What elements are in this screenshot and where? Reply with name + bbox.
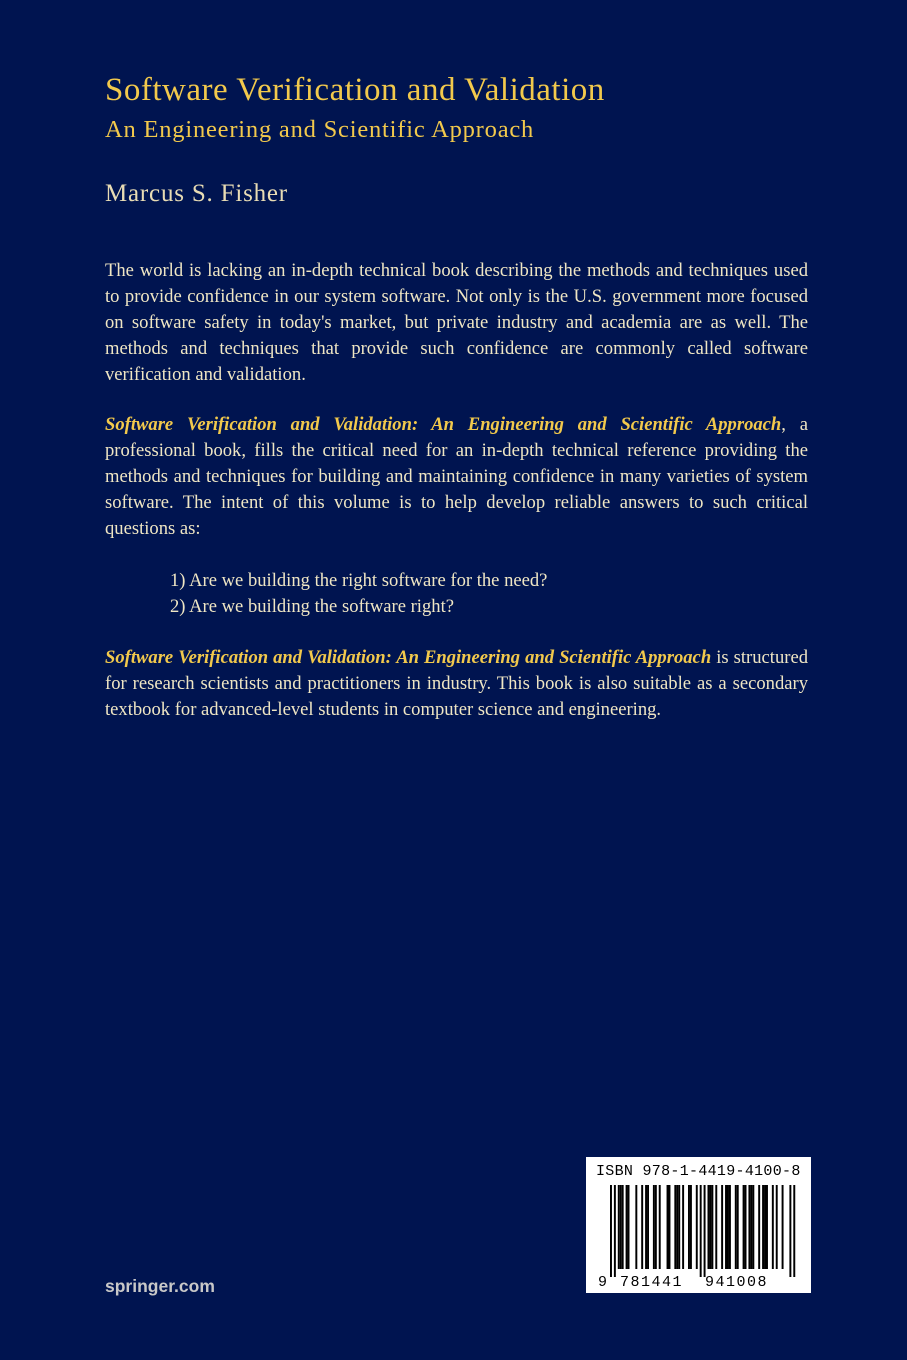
barcode-bar bbox=[704, 1185, 706, 1277]
barcode-bar bbox=[628, 1185, 630, 1269]
publisher-url: springer.com bbox=[105, 1276, 215, 1296]
isbn-barcode bbox=[586, 1157, 811, 1293]
barcode-bar bbox=[748, 1185, 750, 1269]
barcode-bar bbox=[721, 1185, 723, 1269]
barcode-bar bbox=[620, 1185, 622, 1269]
barcode-bar bbox=[614, 1185, 616, 1277]
barcode-bar bbox=[667, 1185, 669, 1269]
barcode-digits-right: 941008 bbox=[705, 1274, 769, 1291]
barcode-bar bbox=[696, 1185, 698, 1269]
barcode-bar bbox=[669, 1185, 671, 1269]
blurb-paragraph-2 bbox=[105, 412, 808, 542]
barcode-bar bbox=[674, 1185, 676, 1269]
barcode-digits-left: 781441 bbox=[620, 1274, 684, 1291]
barcode-bar bbox=[766, 1185, 768, 1269]
blurb-paragraph-3-text: is structured for research scientists and practitioners in industry. This book is also suitable as a secondary textbook for advanced-level students in computer science and engineering. bbox=[105, 647, 808, 720]
barcode-bar bbox=[709, 1185, 711, 1269]
barcode-bar bbox=[647, 1185, 649, 1269]
barcode-bar bbox=[622, 1185, 624, 1269]
barcode-bar bbox=[715, 1185, 717, 1269]
barcode-bar bbox=[688, 1185, 690, 1269]
blurb-paragraph-2-text: , a professional book, fills the critical need for an in-depth technical reference providing the methods and techniques for building and maintaining confidence in many varieties of system software. The intent of this volume is to help develop reliable answers to such critical questions as: bbox=[105, 414, 808, 539]
barcode-bar bbox=[676, 1185, 678, 1269]
blurb-paragraph-3 bbox=[105, 645, 808, 723]
barcode-bar bbox=[682, 1185, 684, 1269]
barcode-bar bbox=[772, 1185, 774, 1269]
barcode-bar bbox=[752, 1185, 754, 1269]
blurb-paragraph-1: The world is lacking an in-depth technical book describing the methods and techniques used to provide confidence in our system software. Not only is the U.S. government more focused on software safety in today's market, but private industry and academia are as well. The methods and techniques that provide such confidence are commonly called software verification and validation. bbox=[105, 260, 808, 385]
barcode-bar bbox=[737, 1185, 739, 1269]
barcode-bar bbox=[655, 1185, 657, 1269]
barcode-bar bbox=[727, 1185, 729, 1269]
book-subtitle: An Engineering and Scientific Approach bbox=[105, 116, 535, 143]
barcode-graphic bbox=[586, 1157, 811, 1293]
barcode-bar bbox=[708, 1185, 710, 1269]
barcode-bar bbox=[618, 1185, 620, 1269]
barcode-bar bbox=[725, 1185, 727, 1269]
barcode-bar bbox=[641, 1185, 643, 1269]
book-title-reference: Software Verification and Validation: An Engineering and Scientific Approach bbox=[105, 414, 782, 435]
barcode-bar bbox=[743, 1185, 745, 1269]
barcode-bar bbox=[789, 1185, 791, 1277]
barcode-bar bbox=[626, 1185, 628, 1269]
question-item: 2) Are we building the software right? bbox=[170, 596, 454, 617]
barcode-bar bbox=[645, 1185, 647, 1269]
barcode-bar bbox=[700, 1185, 702, 1277]
question-item: 1) Are we building the right software for the need? bbox=[170, 570, 548, 591]
isbn-label: ISBN 978-1-4419-4100-8 bbox=[596, 1163, 801, 1180]
barcode-bar bbox=[762, 1185, 764, 1269]
barcode-bars bbox=[610, 1185, 795, 1277]
barcode-bar bbox=[776, 1185, 778, 1269]
questions-list bbox=[170, 568, 547, 620]
barcode-bar bbox=[764, 1185, 766, 1269]
book-author: Marcus S. Fisher bbox=[105, 180, 288, 207]
barcode-bar bbox=[653, 1185, 655, 1269]
barcode-bar bbox=[735, 1185, 737, 1269]
barcode-bar bbox=[729, 1185, 731, 1269]
barcode-bar bbox=[793, 1185, 795, 1277]
barcode-bar bbox=[782, 1185, 784, 1269]
barcode-bar bbox=[610, 1185, 612, 1277]
barcode-bar bbox=[711, 1185, 713, 1269]
barcode-bar bbox=[750, 1185, 752, 1269]
barcode-bar bbox=[690, 1185, 692, 1269]
barcode-bar bbox=[678, 1185, 680, 1269]
barcode-bar bbox=[745, 1185, 747, 1269]
barcode-bar bbox=[635, 1185, 637, 1269]
barcode-bar bbox=[659, 1185, 661, 1269]
book-title: Software Verification and Validation bbox=[105, 72, 605, 108]
book-title-reference: Software Verification and Validation: An Engineering and Scientific Approach bbox=[105, 647, 712, 668]
barcode-bar bbox=[758, 1185, 760, 1269]
barcode-digit-lead: 9 bbox=[598, 1274, 608, 1291]
